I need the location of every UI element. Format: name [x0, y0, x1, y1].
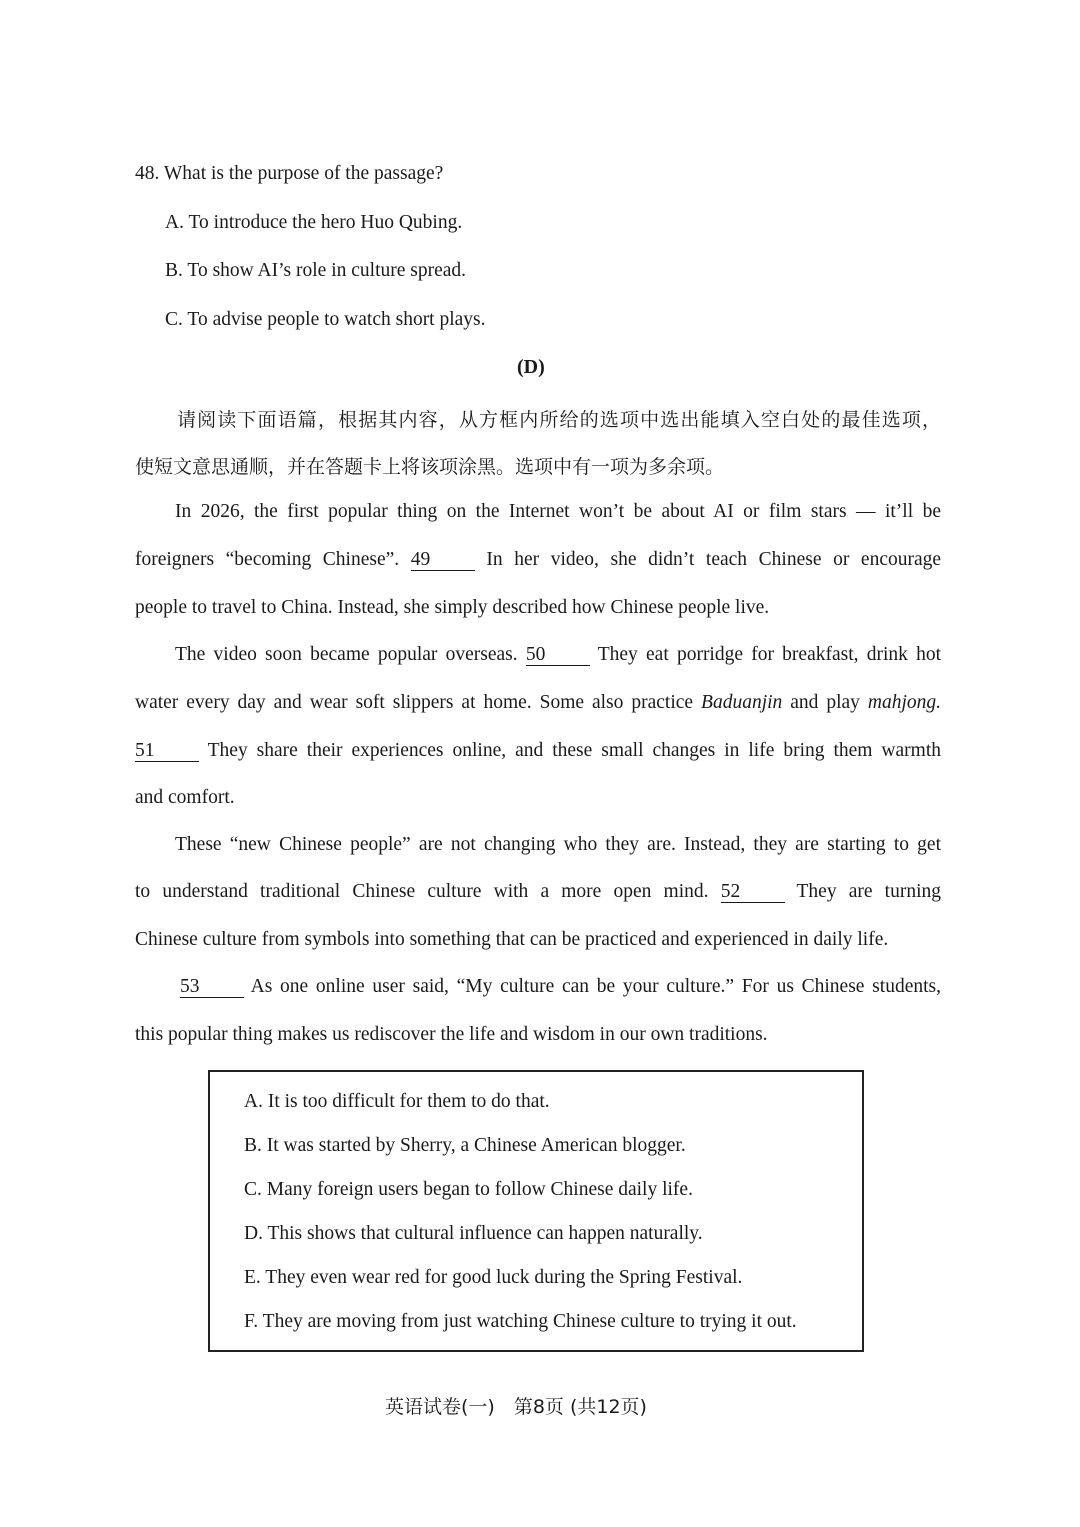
p3-line-2-text-b: They are turning	[796, 881, 942, 902]
question-48-option-c: C. To advise people to watch short plays.	[165, 309, 486, 330]
blank-51: 51	[135, 741, 199, 762]
p3-line-1: These “new Chinese people” are not changing who they are. Instead, they are starting to get	[175, 834, 941, 855]
p2-line-1-text-b: They eat porridge for breakfast, drink hot	[597, 644, 942, 665]
choice-d: D. This shows that cultural influence can happen naturally.	[244, 1223, 703, 1244]
term-mahjong: mahjong.	[867, 692, 942, 713]
choice-c: C. Many foreign users began to follow Chinese daily life.	[244, 1179, 693, 1200]
p2-line-3	[135, 740, 941, 762]
p4-line-2: this popular thing makes us rediscover the life and wisdom in our own traditions.	[135, 1024, 768, 1045]
p2-line-1	[175, 644, 941, 666]
blank-52: 52	[721, 882, 785, 903]
p2-line-1-text-a: The video soon became popular overseas.	[175, 644, 518, 665]
question-48-option-a: A. To introduce the hero Huo Qubing.	[165, 212, 463, 233]
p3-line-3: Chinese culture from symbols into something that can be practiced and experienced in daily life.	[135, 929, 889, 950]
choices-box	[208, 1070, 864, 1352]
p1-line-1: In 2026, the first popular thing on the Internet won’t be about AI or film stars — it’ll be	[175, 501, 941, 522]
p2-line-4: and comfort.	[135, 787, 235, 808]
p3-line-2-text-a: to understand traditional Chinese culture with a more open mind.	[135, 881, 709, 902]
term-baduanjin: Baduanjin	[701, 692, 783, 713]
blank-50: 50	[526, 645, 590, 666]
p4-line-1	[180, 976, 941, 998]
p2-line-2-and: and play	[790, 692, 860, 713]
p2-line-2	[135, 692, 941, 714]
p2-line-3-text: They share their experiences online, and these small changes in life bring them warmth	[207, 740, 941, 761]
p2-line-2-text-a: water every day and wear soft slippers at home. Some also practice	[135, 692, 694, 713]
choice-a: A. It is too difficult for them to do that.	[244, 1091, 550, 1112]
instruction-line-2: 使短文意思通顺，并在答题卡上将该项涂黑。选项中有一项为多余项。	[135, 456, 725, 478]
page-footer: 英语试卷(一) 第8页 (共12页)	[385, 1396, 647, 1418]
question-48-option-b: B. To show AI’s role in culture spread.	[165, 260, 467, 281]
instruction-line-1: 请阅读下面语篇，根据其内容，从方框内所给的选项中选出能填入空白处的最佳选项，	[177, 409, 941, 431]
blank-53: 53	[180, 977, 244, 998]
p4-line-1-text: As one online user said, “My culture can be your culture.” For us Chinese students,	[250, 976, 941, 997]
section-d-title: (D)	[517, 356, 545, 378]
p1-line-2-text-a: foreigners “becoming Chinese”.	[135, 549, 400, 570]
p1-line-2	[135, 549, 941, 571]
p1-line-2-text-b: In her video, she didn’t teach Chinese or encourage	[486, 549, 942, 570]
blank-49: 49	[411, 550, 475, 571]
p3-line-2	[135, 881, 941, 903]
question-48-stem: 48. What is the purpose of the passage?	[135, 163, 444, 184]
choice-f: F. They are moving from just watching Chinese culture to trying it out.	[244, 1311, 797, 1332]
choice-e: E. They even wear red for good luck during the Spring Festival.	[244, 1267, 743, 1288]
p1-line-3: people to travel to China. Instead, she simply described how Chinese people live.	[135, 597, 770, 618]
choice-b: B. It was started by Sherry, a Chinese American blogger.	[244, 1135, 686, 1156]
